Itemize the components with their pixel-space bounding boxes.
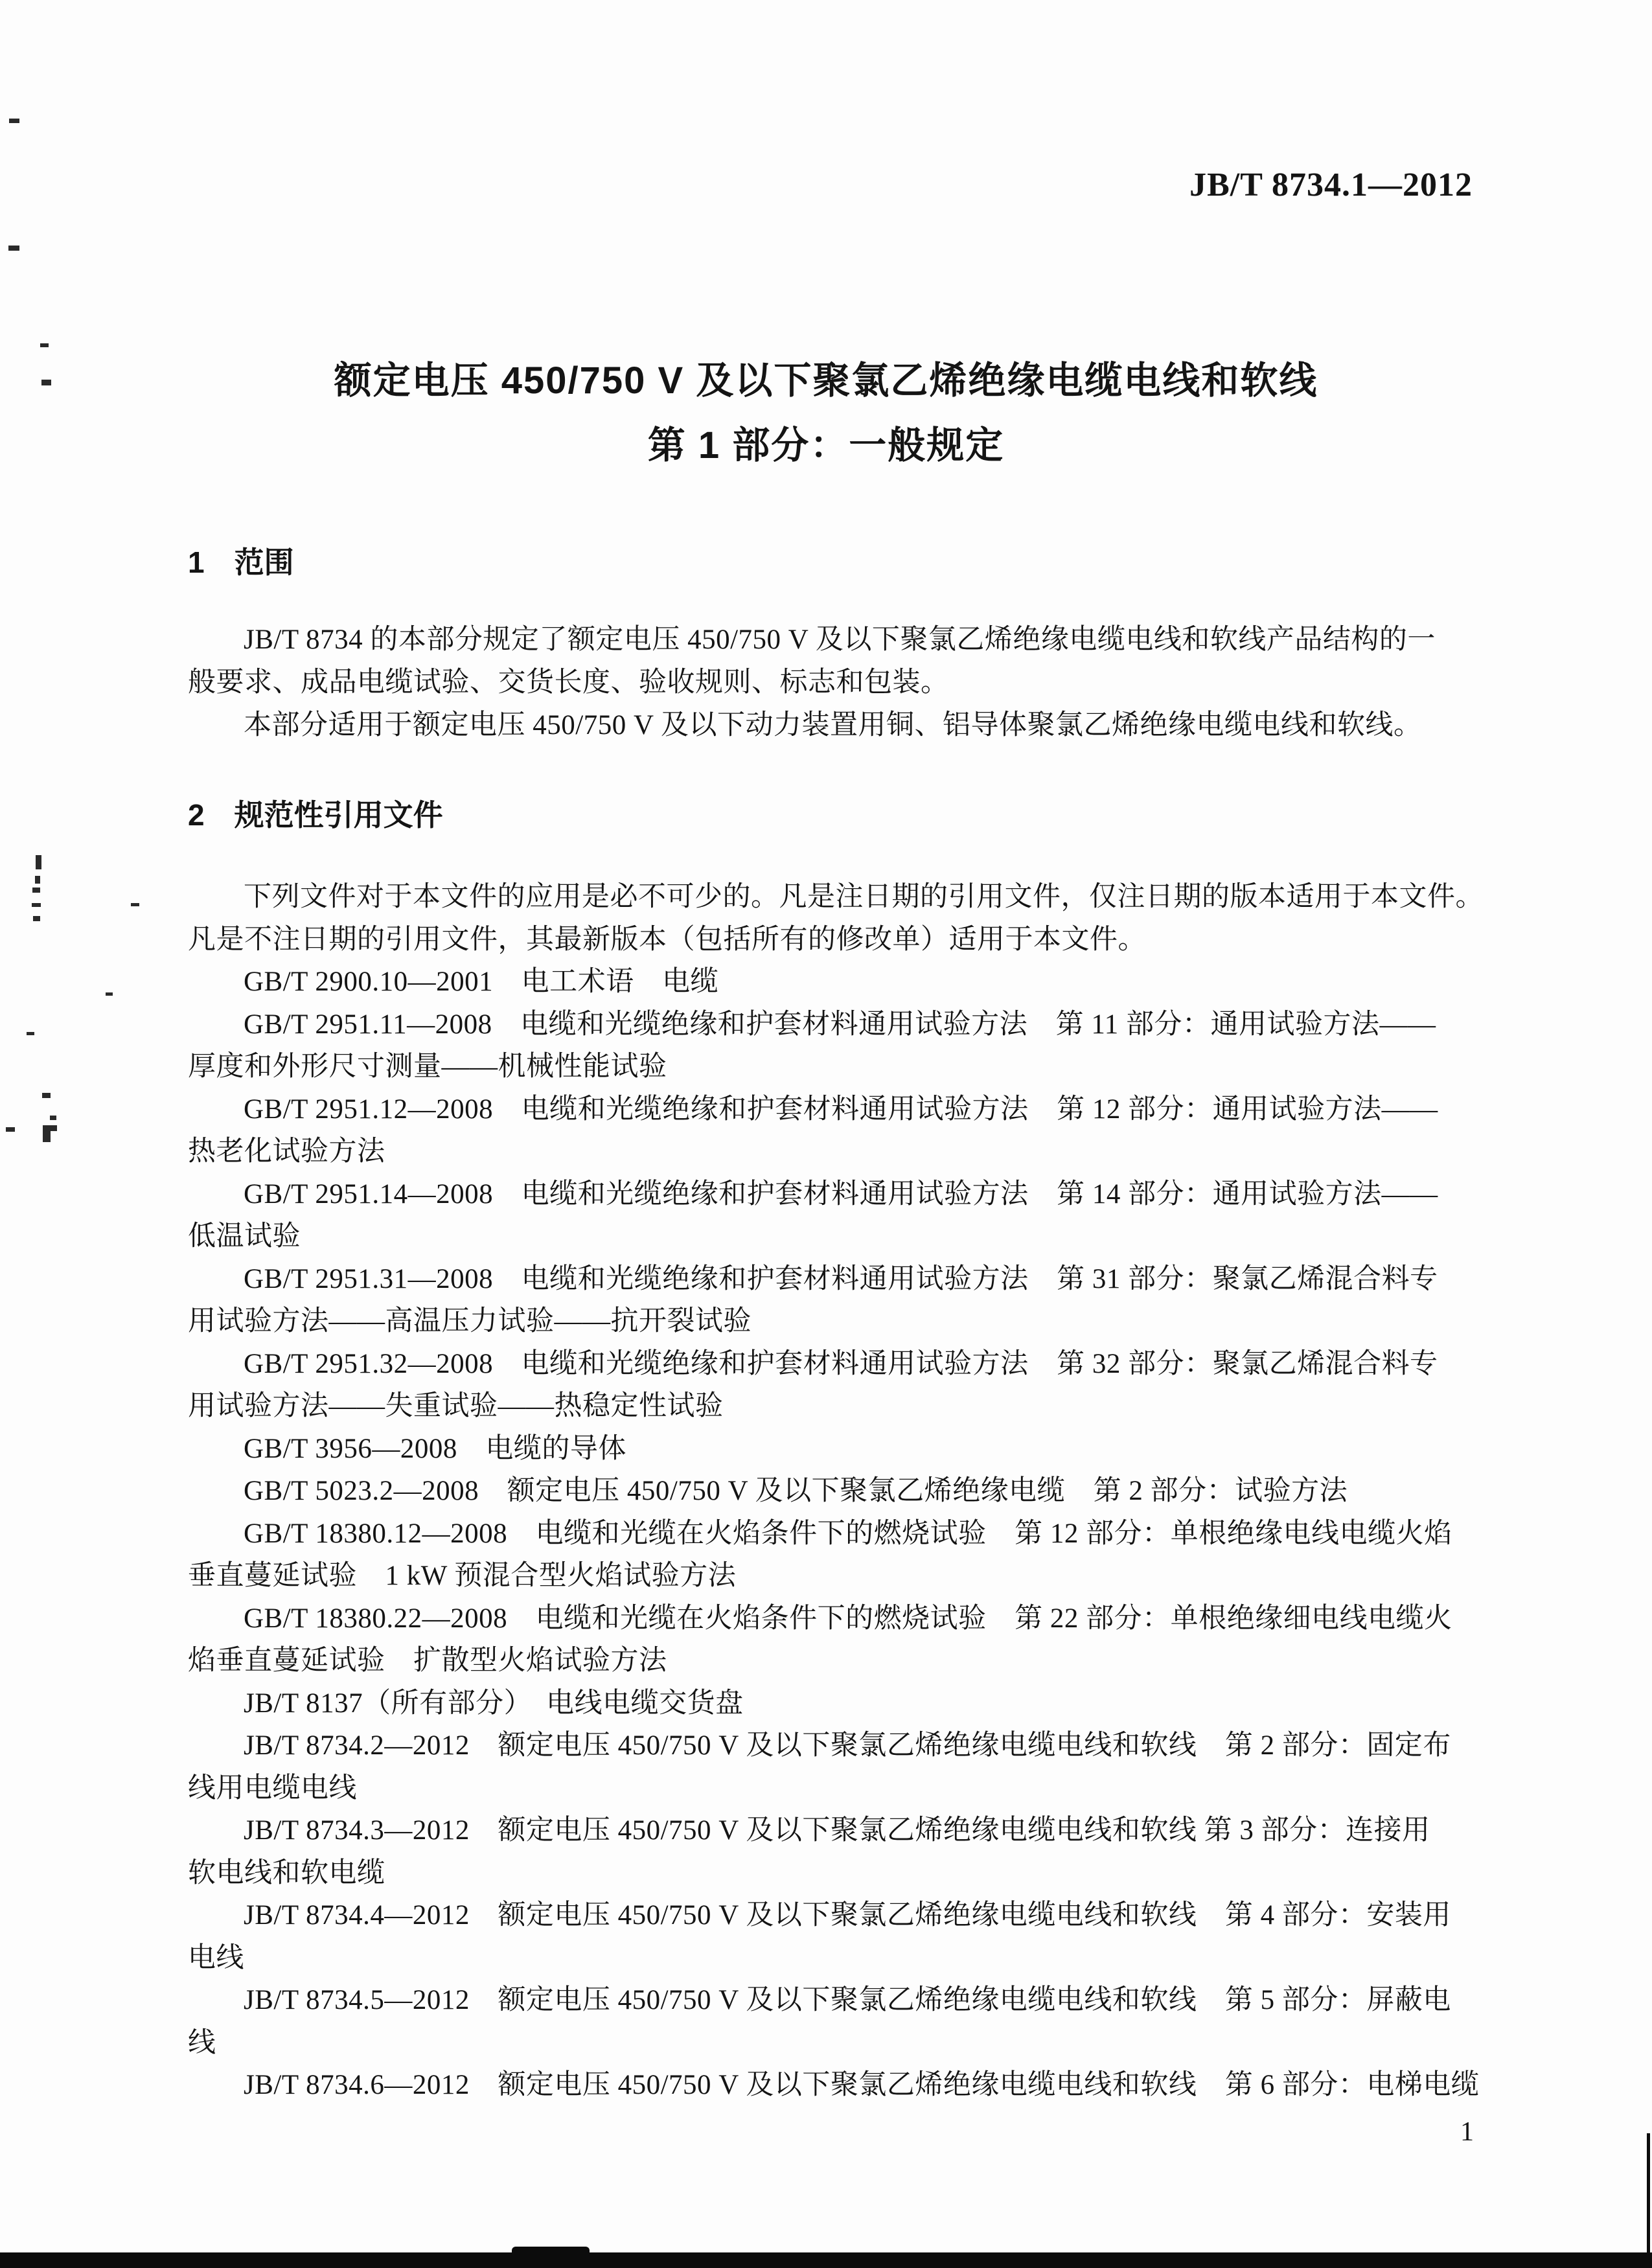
- scan-artifact: [32, 903, 41, 907]
- text-line: 线用电缆电线: [188, 1772, 357, 1804]
- scan-artifact: [50, 1116, 56, 1120]
- text-line: 本部分适用于额定电压 450/750 V 及以下动力装置用铜、铝导体聚氯乙烯绝缘电缆电线和软线。: [244, 710, 1422, 740]
- scan-artifact: [131, 903, 139, 906]
- text-line: 下列文件对于本文件的应用是必不可少的。凡是注日期的引用文件，仅注日期的版本适用于本文件。: [244, 882, 1484, 912]
- text-line: 热老化试验方法: [188, 1136, 385, 1167]
- text-line: GB/T 2951.31—2008 电缆和光缆绝缘和护套材料通用试验方法 第 31 部分：聚氯乙烯混合料专: [244, 1263, 1438, 1294]
- scan-artifact: [43, 1125, 57, 1131]
- scan-artifact: [36, 855, 41, 869]
- text-line: 凡是不注日期的引用文件，其最新版本（包括所有的修改单）适用于本文件。: [188, 924, 1146, 955]
- text-line: JB/T 8734.2—2012 额定电压 450/750 V 及以下聚氯乙烯绝缘电缆电线和软线 第 2 部分：固定布: [244, 1730, 1451, 1761]
- text-line: 般要求、成品电缆试验、交货长度、验收规则、标志和包装。: [188, 667, 949, 698]
- text-line: 电线: [188, 1942, 244, 1973]
- scan-artifact: [40, 343, 49, 347]
- text-line: 用试验方法——高温压力试验——抗开裂试验: [188, 1306, 751, 1336]
- document-title: [0, 349, 1652, 478]
- section-2-body: [188, 876, 1484, 2107]
- scan-artifact: [106, 992, 113, 996]
- text-line: 软电线和软电缆: [188, 1857, 385, 1888]
- page-number: 1: [1460, 2117, 1474, 2147]
- text-line: 垂直蔓延试验 1 kW 预混合型火焰试验方法: [188, 1561, 737, 1591]
- scan-right-edge: [1647, 2133, 1650, 2268]
- text-line: GB/T 2951.12—2008 电缆和光缆绝缘和护套材料通用试验方法 第 12 部分：通用试验方法——: [244, 1094, 1438, 1125]
- text-line: GB/T 18380.12—2008 电缆和光缆在火焰条件下的燃烧试验 第 12 部分：单根绝缘电线电缆火焰: [244, 1518, 1452, 1549]
- text-line: 焰垂直蔓延试验 扩散型火焰试验方法: [188, 1645, 667, 1676]
- section-2-heading: 2 规范性引用文件: [188, 798, 443, 832]
- text-line: JB/T 8734.5—2012 额定电压 450/750 V 及以下聚氯乙烯绝缘电缆电线和软线 第 5 部分：屏蔽电: [244, 1985, 1451, 2015]
- scan-artifact: [6, 1127, 15, 1132]
- text-line: 低温试验: [188, 1221, 301, 1252]
- text-line: GB/T 3956—2008 电缆的导体: [244, 1433, 626, 1464]
- scan-artifact: [42, 1093, 51, 1098]
- text-line: JB/T 8734.3—2012 额定电压 450/750 V 及以下聚氯乙烯绝缘电缆电线和软线 第 3 部分：连接用: [244, 1815, 1430, 1846]
- text-line: GB/T 2951.14—2008 电缆和光缆绝缘和护套材料通用试验方法 第 14 部分：通用试验方法——: [244, 1178, 1438, 1209]
- text-line: GB/T 2900.10—2001 电工术语 电缆: [244, 967, 719, 997]
- scan-artifact: [33, 916, 40, 921]
- text-line: GB/T 2951.11—2008 电缆和光缆绝缘和护套材料通用试验方法 第 11 部分：通用试验方法——: [244, 1009, 1436, 1040]
- text-line: 厚度和外形尺寸测量——机械性能试验: [188, 1051, 667, 1082]
- text-line: JB/T 8734.4—2012 额定电压 450/750 V 及以下聚氯乙烯绝缘电缆电线和软线 第 4 部分：安装用: [244, 1900, 1451, 1930]
- text-line: JB/T 8734.6—2012 额定电压 450/750 V 及以下聚氯乙烯绝缘电缆电线和软线 第 6 部分：电梯电缆: [244, 2070, 1480, 2100]
- scan-artifact: [41, 380, 51, 385]
- section-1-body: [188, 619, 1484, 747]
- scan-artifact: [8, 246, 19, 251]
- text-line: GB/T 5023.2—2008 额定电压 450/750 V 及以下聚氯乙烯绝缘电缆 第 2 部分：试验方法: [244, 1476, 1348, 1506]
- standard-code: JB/T 8734.1—2012: [1189, 166, 1473, 203]
- title-line-2: 第 1 部分：一般规定: [647, 424, 1005, 466]
- text-line: GB/T 18380.22—2008 电缆和光缆在火焰条件下的燃烧试验 第 22 部分：单根绝缘细电线电缆火: [244, 1603, 1452, 1634]
- text-line: JB/T 8137（所有部分） 电线电缆交货盘: [244, 1688, 744, 1719]
- section-1-heading: 1 范围: [188, 545, 294, 579]
- text-line: 用试验方法——失重试验——热稳定性试验: [188, 1391, 724, 1421]
- scan-artifact: [35, 876, 40, 884]
- text-line: JB/T 8734 的本部分规定了额定电压 450/750 V 及以下聚氯乙烯绝缘电缆电线和软线产品结构的一: [244, 624, 1436, 655]
- scan-artifact: [9, 119, 19, 123]
- title-line-1: 额定电压 450/750 V 及以下聚氯乙烯绝缘电缆电线和软线: [334, 360, 1318, 402]
- text-line: 线: [188, 2027, 216, 2058]
- scan-artifact: [32, 888, 40, 893]
- text-line: GB/T 2951.32—2008 电缆和光缆绝缘和护套材料通用试验方法 第 32 部分：聚氯乙烯混合料专: [244, 1348, 1438, 1379]
- scan-bottom-edge: [0, 2252, 1652, 2268]
- scan-artifact: [27, 1032, 34, 1035]
